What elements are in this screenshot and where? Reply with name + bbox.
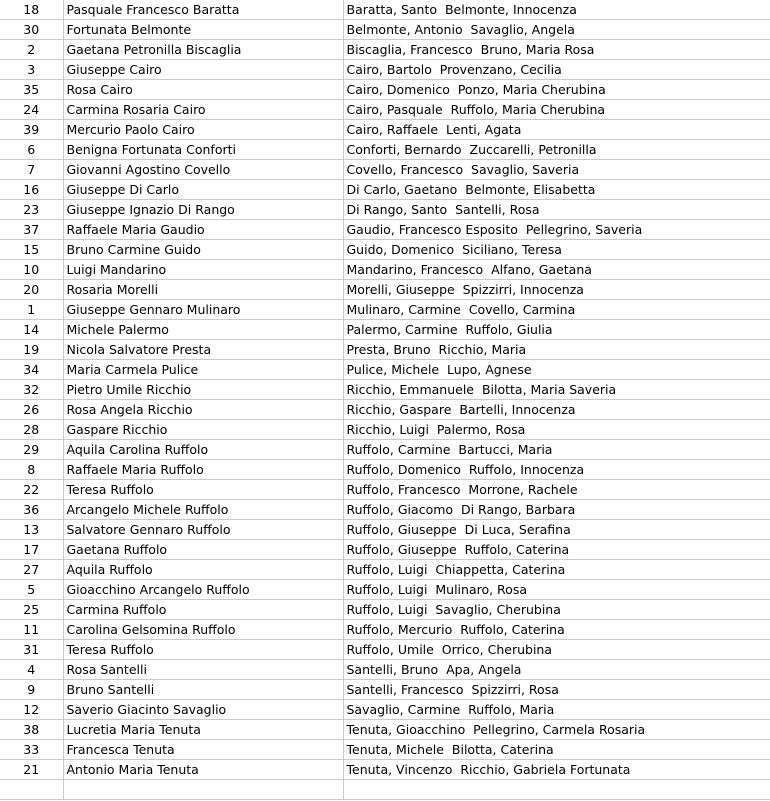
table-row	[0, 500, 770, 520]
cell-parents[interactable]: Morelli, Giuseppe Spizzirri, Innocenza	[343, 280, 770, 300]
cell-number[interactable]: 27	[0, 560, 63, 580]
table-row	[0, 260, 770, 280]
cell-parents[interactable]: Guido, Domenico Siciliano, Teresa	[343, 240, 770, 260]
cell-number[interactable]: 33	[0, 740, 63, 760]
cell-number[interactable]: 30	[0, 20, 63, 40]
table-row	[0, 360, 770, 380]
cell-name[interactable]: Nicola Salvatore Presta	[63, 340, 343, 360]
table-row	[0, 20, 770, 40]
cell-number[interactable]: 28	[0, 420, 63, 440]
cell-number[interactable]: 18	[0, 0, 63, 20]
cell-parents[interactable]: Di Carlo, Gaetano Belmonte, Elisabetta	[343, 180, 770, 200]
cell-number[interactable]: 38	[0, 720, 63, 740]
cell-name[interactable]: Raffaele Maria Ruffolo	[63, 460, 343, 480]
table-row	[0, 320, 770, 340]
cell-number[interactable]: 22	[0, 480, 63, 500]
cell-parents[interactable]: Savaglio, Carmine Ruffolo, Maria	[343, 700, 770, 720]
cell-name[interactable]: Gaspare Ricchio	[63, 420, 343, 440]
cell-parents[interactable]: Ruffolo, Luigi Mulinaro, Rosa	[343, 580, 770, 600]
cell-number[interactable]: 17	[0, 540, 63, 560]
cell-name[interactable]: Aquila Carolina Ruffolo	[63, 440, 343, 460]
table-row	[0, 200, 770, 220]
cell-parents[interactable]: Ricchio, Emmanuele Bilotta, Maria Saveria	[343, 380, 770, 400]
table-row	[0, 380, 770, 400]
cell-name[interactable]: Mercurio Paolo Cairo	[63, 120, 343, 140]
cell-number[interactable]: 23	[0, 200, 63, 220]
cell-name[interactable]: Lucretia Maria Tenuta	[63, 720, 343, 740]
table-row	[0, 420, 770, 440]
cell-number[interactable]: 35	[0, 80, 63, 100]
cell-number[interactable]: 20	[0, 280, 63, 300]
cell-name[interactable]: Bruno Carmine Guido	[63, 240, 343, 260]
cell-name[interactable]: Rosa Santelli	[63, 660, 343, 680]
cell-number[interactable]: 2	[0, 40, 63, 60]
cell-number[interactable]: 1	[0, 300, 63, 320]
cell-name[interactable]: Luigi Mandarino	[63, 260, 343, 280]
cell-name[interactable]: Carmina Ruffolo	[63, 600, 343, 620]
cell-parents[interactable]: Ruffolo, Giuseppe Ruffolo, Caterina	[343, 540, 770, 560]
cell-number[interactable]: 11	[0, 620, 63, 640]
cell-parents[interactable]: Tenuta, Gioacchino Pellegrino, Carmela Rosaria	[343, 720, 770, 740]
cell-parents[interactable]: Gaudio, Francesco Esposito Pellegrino, Saveria	[343, 220, 770, 240]
table-row	[0, 640, 770, 660]
cell-parents[interactable]: Belmonte, Antonio Savaglio, Angela	[343, 20, 770, 40]
cell-parents[interactable]: Mandarino, Francesco Alfano, Gaetana	[343, 260, 770, 280]
cell-parents[interactable]: Di Rango, Santo Santelli, Rosa	[343, 200, 770, 220]
cell-number[interactable]: 32	[0, 380, 63, 400]
table-row	[0, 300, 770, 320]
cell-parents[interactable]: Tenuta, Michele Bilotta, Caterina	[343, 740, 770, 760]
cell-name[interactable]: Saverio Giacinto Savaglio	[63, 700, 343, 720]
cell-parents[interactable]: Cairo, Pasquale Ruffolo, Maria Cherubina	[343, 100, 770, 120]
table-row	[0, 140, 770, 160]
cell-name[interactable]: Gioacchino Arcangelo Ruffolo	[63, 580, 343, 600]
cell-name[interactable]: Antonio Maria Tenuta	[63, 760, 343, 780]
cell-name[interactable]: Francesca Tenuta	[63, 740, 343, 760]
cell-parents[interactable]: Pulice, Michele Lupo, Agnese	[343, 360, 770, 380]
cell-number[interactable]: 12	[0, 700, 63, 720]
cell-number[interactable]: 9	[0, 680, 63, 700]
cell-number[interactable]: 21	[0, 760, 63, 780]
cell-number[interactable]: 37	[0, 220, 63, 240]
cell-parents[interactable]: Cairo, Raffaele Lenti, Agata	[343, 120, 770, 140]
table-row	[0, 220, 770, 240]
table-row	[0, 460, 770, 480]
cell-parents[interactable]: Ruffolo, Carmine Bartucci, Maria	[343, 440, 770, 460]
table-row	[0, 620, 770, 640]
cell-parents[interactable]: Ricchio, Gaspare Bartelli, Innocenza	[343, 400, 770, 420]
table-row	[0, 560, 770, 580]
cell-name[interactable]: Pasquale Francesco Baratta	[63, 0, 343, 20]
cell-name[interactable]: Carmina Rosaria Cairo	[63, 100, 343, 120]
cell-number[interactable]: 29	[0, 440, 63, 460]
table-row	[0, 60, 770, 80]
cell-number[interactable]: 24	[0, 100, 63, 120]
table-row	[0, 580, 770, 600]
cell-parents[interactable]: Ricchio, Luigi Palermo, Rosa	[343, 420, 770, 440]
cell-parents[interactable]	[343, 780, 770, 800]
table-row	[0, 400, 770, 420]
cell-parents[interactable]: Santelli, Francesco Spizzirri, Rosa	[343, 680, 770, 700]
cell-number[interactable]: 39	[0, 120, 63, 140]
cell-number[interactable]: 7	[0, 160, 63, 180]
table-row	[0, 180, 770, 200]
cell-parents[interactable]: Covello, Francesco Savaglio, Saveria	[343, 160, 770, 180]
cell-number[interactable]: 34	[0, 360, 63, 380]
cell-number[interactable]: 16	[0, 180, 63, 200]
cell-parents[interactable]: Tenuta, Vincenzo Ricchio, Gabriela Fortunata	[343, 760, 770, 780]
cell-parents[interactable]: Palermo, Carmine Ruffolo, Giulia	[343, 320, 770, 340]
cell-parents[interactable]: Presta, Bruno Ricchio, Maria	[343, 340, 770, 360]
table-row	[0, 0, 770, 20]
table-row	[0, 720, 770, 740]
table-row	[0, 160, 770, 180]
cell-name[interactable]: Raffaele Maria Gaudio	[63, 220, 343, 240]
cell-parents[interactable]: Ruffolo, Mercurio Ruffolo, Caterina	[343, 620, 770, 640]
cell-parents[interactable]: Ruffolo, Luigi Chiappetta, Caterina	[343, 560, 770, 580]
cell-number[interactable]: 19	[0, 340, 63, 360]
table-row	[0, 740, 770, 760]
cell-number[interactable]	[0, 780, 63, 800]
cell-name[interactable]: Fortunata Belmonte	[63, 20, 343, 40]
table-row	[0, 100, 770, 120]
table-row	[0, 540, 770, 560]
cell-name[interactable]: Bruno Santelli	[63, 680, 343, 700]
cell-name[interactable]: Teresa Ruffolo	[63, 480, 343, 500]
table-row	[0, 700, 770, 720]
cell-name[interactable]: Rosa Cairo	[63, 80, 343, 100]
cell-name[interactable]: Giuseppe Cairo	[63, 60, 343, 80]
cell-number[interactable]: 5	[0, 580, 63, 600]
table-row	[0, 780, 770, 800]
table-row	[0, 80, 770, 100]
cell-number[interactable]: 15	[0, 240, 63, 260]
cell-name[interactable]: Arcangelo Michele Ruffolo	[63, 500, 343, 520]
cell-number[interactable]: 25	[0, 600, 63, 620]
cell-parents[interactable]: Conforti, Bernardo Zuccarelli, Petronilla	[343, 140, 770, 160]
cell-parents[interactable]: Ruffolo, Domenico Ruffolo, Innocenza	[343, 460, 770, 480]
cell-parents[interactable]: Ruffolo, Francesco Morrone, Rachele	[343, 480, 770, 500]
table-row	[0, 480, 770, 500]
cell-name[interactable]: Carolina Gelsomina Ruffolo	[63, 620, 343, 640]
cell-name[interactable]: Salvatore Gennaro Ruffolo	[63, 520, 343, 540]
table-row	[0, 240, 770, 260]
cell-number[interactable]: 10	[0, 260, 63, 280]
cell-number[interactable]: 14	[0, 320, 63, 340]
cell-parents[interactable]: Ruffolo, Giuseppe Di Luca, Serafina	[343, 520, 770, 540]
table-row	[0, 760, 770, 780]
cell-parents[interactable]: Ruffolo, Giacomo Di Rango, Barbara	[343, 500, 770, 520]
table-row	[0, 660, 770, 680]
cell-parents[interactable]: Baratta, Santo Belmonte, Innocenza	[343, 0, 770, 20]
cell-parents[interactable]: Mulinaro, Carmine Covello, Carmina	[343, 300, 770, 320]
cell-name[interactable]: Rosa Angela Ricchio	[63, 400, 343, 420]
cell-name[interactable]: Benigna Fortunata Conforti	[63, 140, 343, 160]
table-row	[0, 520, 770, 540]
cell-name[interactable]: Michele Palermo	[63, 320, 343, 340]
cell-name[interactable]: Rosaria Morelli	[63, 280, 343, 300]
cell-name[interactable]: Gaetana Ruffolo	[63, 540, 343, 560]
cell-name[interactable]: Teresa Ruffolo	[63, 640, 343, 660]
table-row	[0, 440, 770, 460]
cell-parents[interactable]: Cairo, Domenico Ponzo, Maria Cherubina	[343, 80, 770, 100]
table-row	[0, 680, 770, 700]
cell-number[interactable]: 4	[0, 660, 63, 680]
cell-name[interactable]: Giuseppe Di Carlo	[63, 180, 343, 200]
cell-parents[interactable]: Ruffolo, Umile Orrico, Cherubina	[343, 640, 770, 660]
cell-parents[interactable]: Biscaglia, Francesco Bruno, Maria Rosa	[343, 40, 770, 60]
cell-name[interactable]: Giuseppe Ignazio Di Rango	[63, 200, 343, 220]
table-row	[0, 340, 770, 360]
cell-parents[interactable]: Santelli, Bruno Apa, Angela	[343, 660, 770, 680]
table-row	[0, 40, 770, 60]
table-row	[0, 280, 770, 300]
cell-number[interactable]: 6	[0, 140, 63, 160]
cell-number[interactable]: 26	[0, 400, 63, 420]
table-row	[0, 120, 770, 140]
cell-name[interactable]: Gaetana Petronilla Biscaglia	[63, 40, 343, 60]
cell-name[interactable]	[63, 780, 343, 800]
table-row	[0, 600, 770, 620]
cell-number[interactable]: 3	[0, 60, 63, 80]
cell-number[interactable]: 8	[0, 460, 63, 480]
cell-name[interactable]: Pietro Umile Ricchio	[63, 380, 343, 400]
cell-name[interactable]: Giuseppe Gennaro Mulinaro	[63, 300, 343, 320]
cell-name[interactable]: Giovanni Agostino Covello	[63, 160, 343, 180]
cell-name[interactable]: Maria Carmela Pulice	[63, 360, 343, 380]
cell-number[interactable]: 13	[0, 520, 63, 540]
cell-parents[interactable]: Cairo, Bartolo Provenzano, Cecilia	[343, 60, 770, 80]
cell-name[interactable]: Aquila Ruffolo	[63, 560, 343, 580]
cell-parents[interactable]: Ruffolo, Luigi Savaglio, Cherubina	[343, 600, 770, 620]
cell-number[interactable]: 31	[0, 640, 63, 660]
cell-number[interactable]: 36	[0, 500, 63, 520]
